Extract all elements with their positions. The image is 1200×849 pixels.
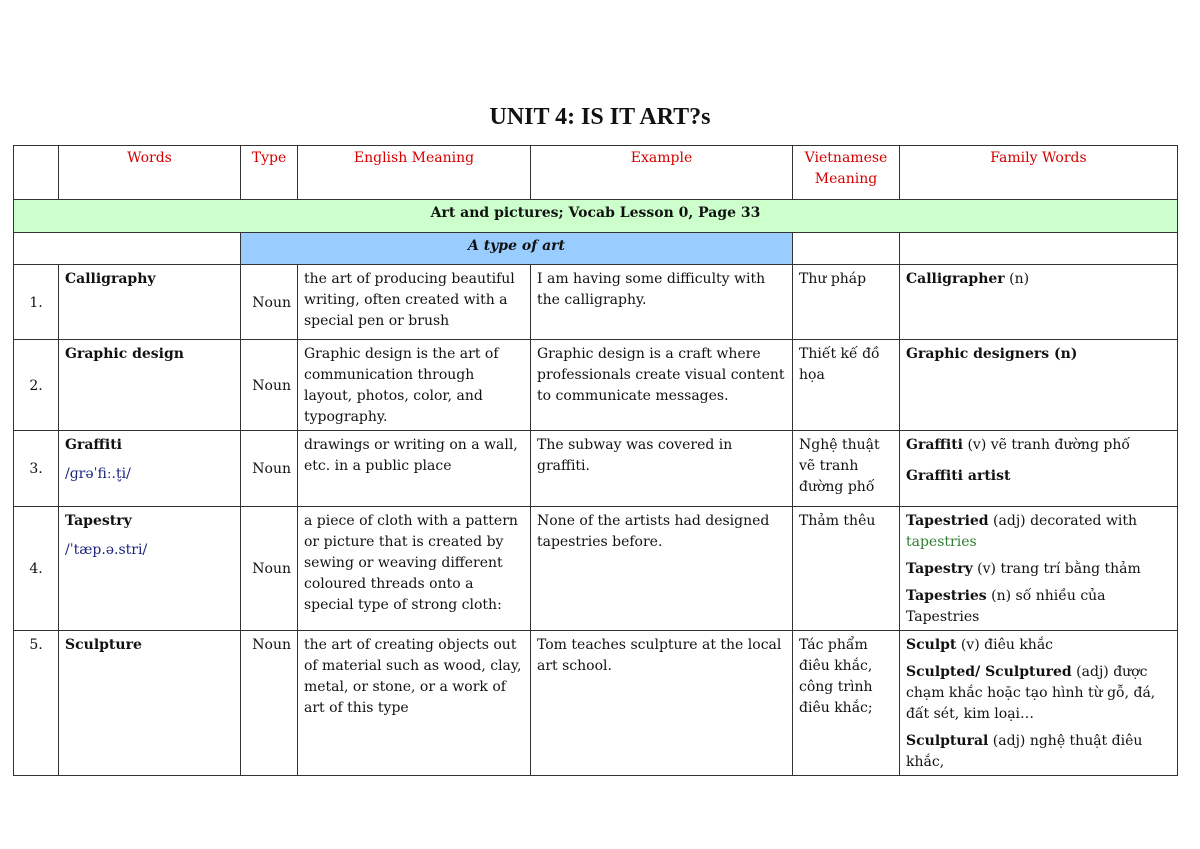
english-cell: the art of producing beautiful writing, often created with a special pen or brush <box>298 265 531 340</box>
header-row <box>14 146 1178 200</box>
family-word <box>906 269 1171 290</box>
table-row <box>14 507 1178 631</box>
word-phonetic: /ˈtæp.ə.stri/ <box>65 542 148 558</box>
family-word-detail: (n) <box>1004 271 1030 287</box>
table-row <box>14 340 1178 431</box>
vietnamese-cell: Nghệ thuật vẽ tranh đường phố <box>793 431 900 507</box>
family-cell <box>900 507 1178 631</box>
word-cell <box>59 265 241 340</box>
type-cell: Noun <box>241 265 298 340</box>
table-row <box>14 265 1178 340</box>
family-cell <box>900 265 1178 340</box>
header-type: Type <box>241 146 298 200</box>
vietnamese-cell: Thảm thêu <box>793 507 900 631</box>
example-cell: Tom teaches sculpture at the local art school. <box>531 631 793 776</box>
family-word-highlight: tapestries <box>906 534 977 550</box>
subsection-blank-left <box>14 233 241 265</box>
header-example: Example <box>531 146 793 200</box>
family-cell <box>900 340 1178 431</box>
family-word <box>906 662 1171 725</box>
word-cell <box>59 631 241 776</box>
section-label: Art and pictures; Vocab Lesson 0, Page 33 <box>14 200 1178 233</box>
family-word <box>906 344 1171 365</box>
subsection-blank-right <box>900 233 1178 265</box>
example-cell: Graphic design is a craft where professionals create visual content to communicate messages. <box>531 340 793 431</box>
word-term: Tapestry <box>65 513 132 529</box>
family-word <box>906 466 1171 487</box>
family-word <box>906 511 1171 553</box>
family-word-detail: (adj) decorated with <box>988 513 1138 529</box>
subsection-label: A type of art <box>241 233 793 265</box>
family-word-term: Graffiti artist <box>906 468 1011 484</box>
header-english: English Meaning <box>298 146 531 200</box>
word-term: Graffiti <box>65 437 122 453</box>
word-cell <box>59 340 241 431</box>
type-cell: Noun <box>241 431 298 507</box>
type-cell: Noun <box>241 340 298 431</box>
family-word <box>906 731 1171 773</box>
family-word-term: Calligrapher <box>906 271 1005 287</box>
word-term: Graphic design <box>65 346 184 362</box>
family-word-term: Tapestry <box>906 561 973 577</box>
family-word-term: Tapestries <box>906 588 987 604</box>
example-cell: I am having some difficulty with the calligraphy. <box>531 265 793 340</box>
row-number: 1. <box>14 265 59 340</box>
family-word-term: Sculptural <box>906 733 989 749</box>
english-cell: Graphic design is the art of communication through layout, photos, color, and typography. <box>298 340 531 431</box>
example-cell: The subway was covered in graffiti. <box>531 431 793 507</box>
family-word-term: Sculpted/ Sculptured <box>906 664 1072 680</box>
family-word-detail: (adj) nghệ thuật điêu khắc, <box>906 733 1143 770</box>
family-word-term: Tapestried <box>906 513 989 529</box>
family-word-detail: (v) trang trí bằng thảm <box>972 561 1141 577</box>
family-word-term: Sculpt <box>906 637 957 653</box>
example-cell: None of the artists had designed tapestries before. <box>531 507 793 631</box>
family-word-detail: (v) vẽ tranh đường phố <box>963 437 1130 453</box>
family-word-term: Graffiti <box>906 437 963 453</box>
family-word <box>906 586 1171 628</box>
page-title: UNIT 4: IS IT ART?s <box>489 104 711 130</box>
table-row <box>14 631 1178 776</box>
word-term: Calligraphy <box>65 271 156 287</box>
row-number: 4. <box>14 507 59 631</box>
english-cell: the art of creating objects out of material such as wood, clay, metal, or stone, or a work of art of this type <box>298 631 531 776</box>
word-term: Sculpture <box>65 637 142 653</box>
english-cell: drawings or writing on a wall, etc. in a public place <box>298 431 531 507</box>
vietnamese-cell: Thư pháp <box>793 265 900 340</box>
section-row <box>14 200 1178 233</box>
header-words: Words <box>59 146 241 200</box>
header-vietnamese: Vietnamese Meaning <box>793 146 900 200</box>
type-cell: Noun <box>241 631 298 776</box>
header-num <box>14 146 59 200</box>
header-family: Family Words <box>900 146 1178 200</box>
word-phonetic: /ɡrəˈfiː.t̬i/ <box>65 466 131 482</box>
english-cell: a piece of cloth with a pattern or picture that is created by sewing or weaving different coloured threads onto a special type of strong cloth: <box>298 507 531 631</box>
row-number: 5. <box>14 631 59 776</box>
table-row <box>14 431 1178 507</box>
family-word-detail: (adj) được chạm khắc hoặc tạo hình từ gỗ, đá, đất sét, kim loại… <box>906 664 1156 722</box>
subsection-blank-mid <box>793 233 900 265</box>
family-word <box>906 435 1171 456</box>
subsection-row <box>14 233 1178 265</box>
family-word-term: Graphic designers (n) <box>906 346 1078 362</box>
family-word <box>906 635 1171 656</box>
family-word <box>906 559 1171 580</box>
family-cell <box>900 631 1178 776</box>
row-number: 3. <box>14 431 59 507</box>
type-cell: Noun <box>241 507 298 631</box>
family-cell <box>900 431 1178 507</box>
vietnamese-cell: Tác phẩm điêu khắc, công trình điêu khắc; <box>793 631 900 776</box>
vietnamese-cell: Thiết kế đồ họa <box>793 340 900 431</box>
family-word-detail: (v) điêu khắc <box>956 637 1054 653</box>
word-cell <box>59 507 241 631</box>
vocab-table <box>13 145 1178 776</box>
row-number: 2. <box>14 340 59 431</box>
word-cell <box>59 431 241 507</box>
family-word-detail: (n) số nhiều của Tapestries <box>906 588 1106 625</box>
